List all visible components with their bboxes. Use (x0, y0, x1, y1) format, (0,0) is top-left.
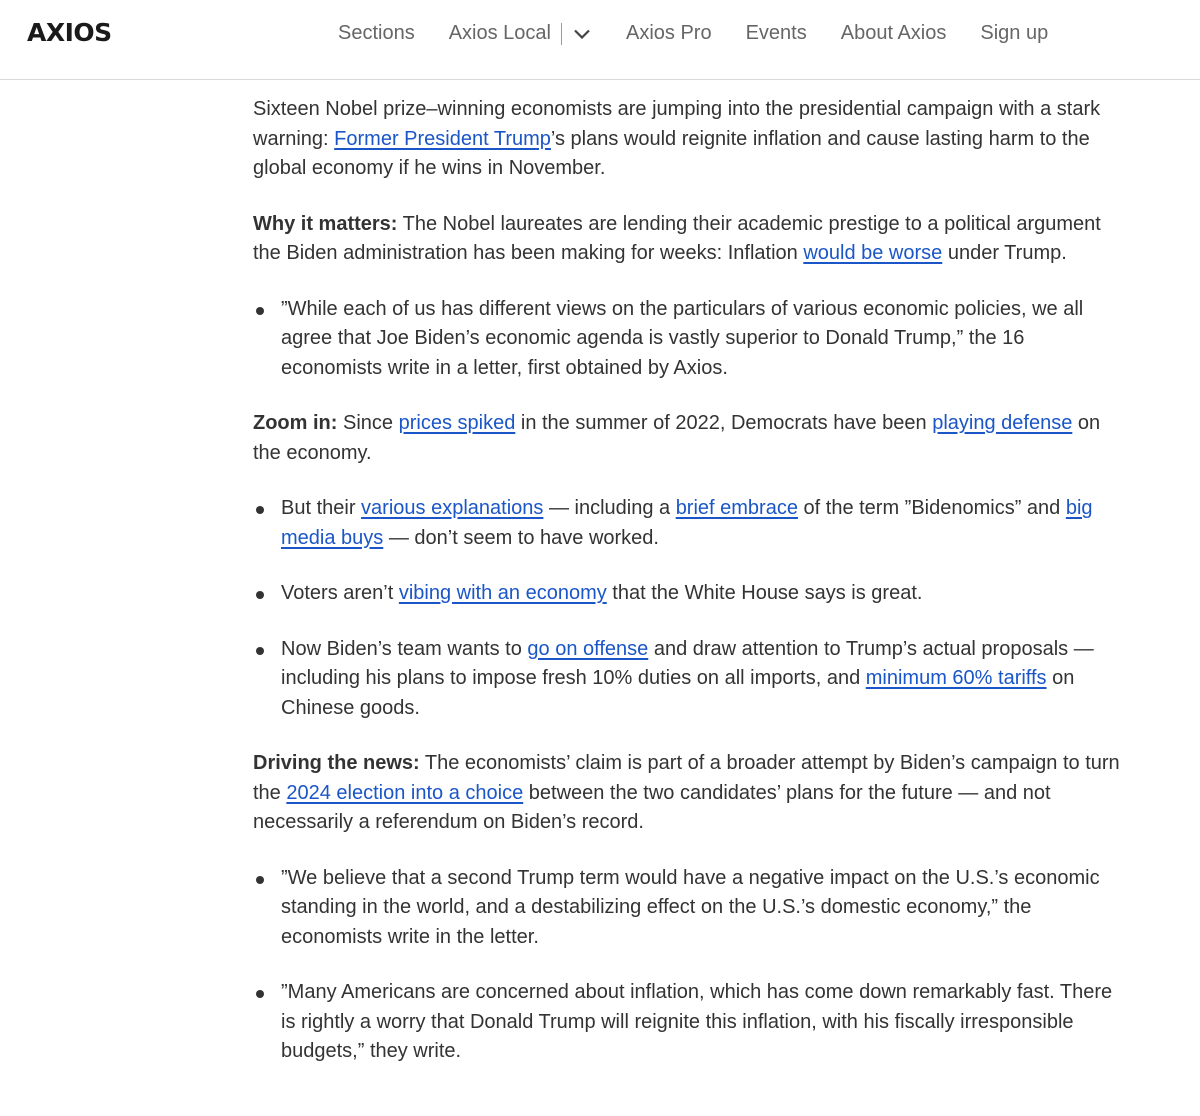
bullet-economists-quote (253, 295, 1123, 384)
text: — don’t seem to have worked. (383, 526, 659, 549)
site-header (0, 0, 1200, 80)
link-big-media-buys[interactable]: big media buys (281, 497, 1093, 549)
text: — including a (543, 497, 676, 519)
label-zoom-in: Zoom in: (253, 412, 338, 434)
text: Now Biden’s team wants to (281, 637, 528, 660)
text: that the White House says is great. (606, 582, 923, 604)
axios-logo[interactable]: AXIOS (27, 18, 112, 47)
text: on Chinese goods. (281, 667, 1075, 719)
nav-sign-up[interactable]: Sign up (980, 22, 1049, 44)
text: between the two candidates’ plans for the future — and not necessarily a referendum on Biden’s record. (253, 781, 1051, 833)
article-body (253, 95, 1123, 1093)
link-minimum-60-tariffs[interactable]: minimum 60% tariffs (865, 667, 1047, 689)
text: ”While each of us has different views on the particulars of various economic policies, we all agree that Joe Biden’s economic agenda is vastly superior to Donald Trump,” the 16 economists write in a letter, first obtained by Axios. (281, 297, 1084, 379)
paragraph-why-it-matters (253, 210, 1123, 269)
link-playing-defense[interactable]: playing defense (932, 412, 1073, 434)
paragraph-zoom-in (253, 409, 1123, 468)
text: ’s plans would reignite inflation and cause lasting harm to the global economy if he wins in November. (253, 127, 1090, 179)
text: The Nobel laureates are lending their academic prestige to a political argument the Biden administration has been making for weeks: Inflation (253, 212, 1101, 264)
link-various-explanations[interactable]: various explanations (361, 497, 544, 519)
nav-events[interactable]: Events (745, 22, 807, 44)
link-2024-election-into-a-choice[interactable]: 2024 election into a choice (286, 781, 524, 804)
paragraph-intro (253, 95, 1123, 184)
nav-sections[interactable]: Sections (338, 22, 415, 44)
label-driving-the-news: Driving the news: (253, 752, 420, 774)
text: and draw attention to Trump’s actual proposals — including his plans to impose fresh 10% duties on all imports, and (281, 637, 1094, 689)
bullet-list-inflation (253, 978, 1123, 1067)
bullet-voters (253, 579, 1123, 609)
bullet-explanations (253, 494, 1123, 553)
bullet-list-voters (253, 579, 1123, 609)
link-prices-spiked[interactable]: prices spiked (398, 412, 516, 434)
bullet-second-term-quote (253, 864, 1123, 953)
text: Since (337, 412, 399, 434)
link-would-be-worse[interactable]: would be worse (803, 242, 943, 264)
main-nav (338, 22, 1082, 45)
text: But their (281, 497, 362, 519)
paragraph-driving-the-news (253, 749, 1123, 838)
link-vibing-with-an-economy[interactable]: vibing with an economy (398, 582, 607, 604)
nav-axios-pro[interactable]: Axios Pro (626, 22, 712, 44)
text: The economists’ claim is part of a broader attempt by Biden’s campaign to turn the (253, 752, 1120, 804)
text: ”We believe that a second Trump term would have a negative impact on the U.S.’s economic standing in the world, and a destabilizing effect on the U.S.’s domestic economy,” the economists write in the letter. (281, 866, 1100, 948)
bullet-list-second-term (253, 864, 1123, 953)
text: ”Many Americans are concerned about inflation, which has come down remarkably fast. There is rightly a worry that Donald Trump will reignite this inflation, with his fiscally irresponsible budgets,” they write. (281, 981, 1113, 1062)
chevron-down-icon[interactable] (572, 24, 592, 44)
link-go-on-offense[interactable]: go on offense (527, 637, 649, 660)
text: in the summer of 2022, Democrats have been (515, 412, 933, 434)
text: Sixteen Nobel prize–winning economists are jumping into the presidential campaign with a stark warning: (253, 98, 1101, 150)
text: of the term ”Bidenomics” and (797, 497, 1066, 519)
bullet-list-offense (253, 635, 1123, 724)
bullet-list-explanations (253, 494, 1123, 553)
label-why-it-matters: Why it matters: (253, 212, 398, 235)
link-former-president-trump[interactable]: Former President Trump (334, 127, 551, 150)
bullet-list-quote (253, 295, 1123, 384)
link-brief-embrace[interactable]: brief embrace (675, 497, 798, 519)
bullet-inflation-quote (253, 978, 1123, 1067)
text: on the economy. (253, 412, 1101, 464)
bullet-offense (253, 635, 1123, 724)
nav-axios-local-label: Axios Local (448, 22, 551, 44)
text: Voters aren’t (281, 582, 399, 604)
text: under Trump. (942, 242, 1067, 264)
nav-about-axios[interactable]: About Axios (840, 22, 947, 44)
nav-divider (561, 23, 562, 45)
nav-axios-local[interactable] (449, 22, 592, 45)
